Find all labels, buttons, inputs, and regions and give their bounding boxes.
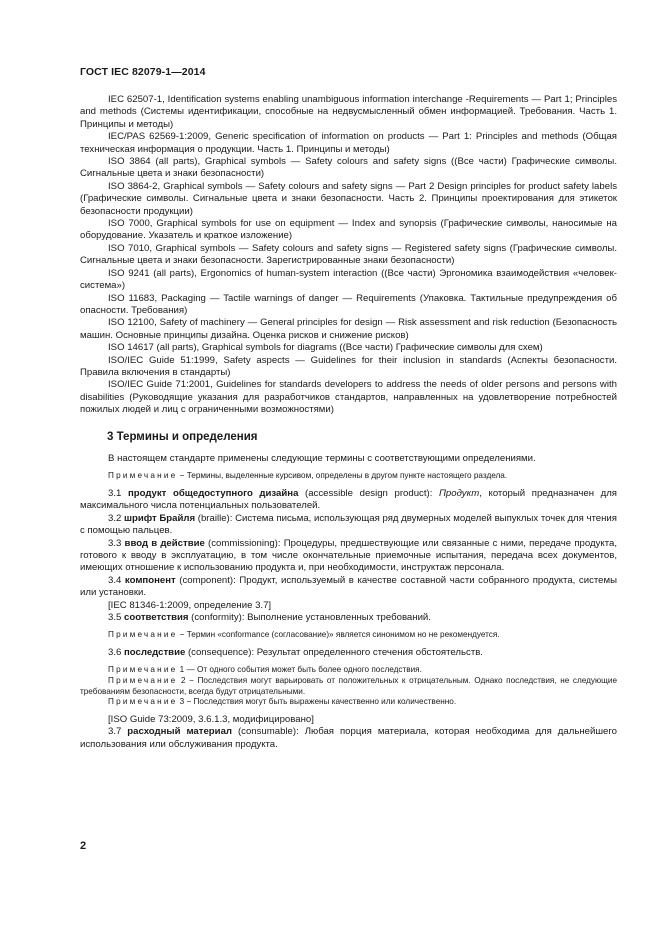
term-3-4 (80, 575, 617, 600)
term-3-3 (80, 538, 617, 575)
term-3-1 (80, 488, 617, 513)
reference-item: ISO/IEC Guide 51:1999, Safety aspects — Guidelines for their inclusion in standards (Аспекты безопасности. Правила включения в стандарты) (80, 354, 617, 378)
section-intro: В настоящем стандарте применены следующие термины с соответствующими определениями. (108, 452, 536, 464)
reference-item: ISO 7000, Graphical symbols for use on equipment — Index and synopsis (Графические символы, наносимые на оборудование. Указатель и краткое изложение) (80, 218, 617, 242)
note-text: 2 − Последствия могут варьировать от положительных к отрицательным. Однако последствия, не следующие требованиям безопасности, всегда будут отрицательными. (80, 676, 617, 696)
reference-item: ISO 7010, Graphical symbols — Safety colours and safety signs — Registered safety signs (Графические символы. Сигнальные цвета и знаки безопасности. Зарегистрированные знаки безопасности) (80, 242, 617, 267)
reference-item: ISO 3864-2, Graphical symbols — Safety colours and safety signs — Part 2 Design principles for product safety labels (Графические символы. Сигнальные цвета и знаки безопасности. Часть 2. Принципы проектирования для этикеток безопасности продукции) (80, 180, 617, 217)
note-label: Примечание (108, 676, 178, 686)
term-3-5 (80, 612, 617, 624)
page-number: 2 (80, 840, 87, 852)
reference-item: ISO 9241 (all parts), Ergonomics of human-system interaction ((Все части) Эргономика взаимодействия «человек-система») (80, 267, 617, 292)
term-text: , который предназначен для максимального числа потенциальных пользователей. (80, 487, 617, 512)
note-text: − Термины, выделенные курсивом, определены в другом пункте настоящего раздела. (177, 471, 508, 481)
term-note (80, 665, 617, 676)
reference-item: IEC 62507-1, Identification systems enabling unambiguous information interchange -Requirements — Part 1; Principles and methods (Системы идентификации, способные на недвусмысленный обмен информацией. Требования. Часть 1. Принципы и методы) (80, 94, 617, 130)
reference-item: ISO 12100, Safety of machinery — General principles for design — Risk assessment and risk reduction (Безопасность машин. Основные принципы дизайна. Оценка рисков и снижение рисков) (80, 317, 617, 341)
term-number: 3.1 (108, 487, 128, 499)
term-3-6 (80, 647, 617, 659)
term-name: расходный материал (127, 726, 232, 738)
term-note (80, 676, 617, 697)
term-text: (component): Продукт, используемый в качестве составной части собранного продукта, системы или установки. (80, 574, 617, 599)
term-name: последствие (124, 647, 186, 659)
reference-item: ISO 3864 (all parts), Graphical symbols — Safety colours and safety signs ((Все части) Графические символы. Сигнальные цвета и знаки безопасности) (80, 156, 617, 180)
term-number: 3.3 (108, 537, 125, 549)
note-text: 1 — От одного события может быть более одного последствия. (177, 665, 422, 675)
reference-item: ISO/IEC Guide 71:2001, Guidelines for standards developers to address the needs of older persons and persons with disabilities (Руководящие указания для разработчиков стандартов, направленных на удовлетворение потребностей пожилых людей и лиц с ограниченными возможностями) (80, 379, 617, 416)
term-text: (consequence): Результат определенного стечения обстоятельств. (185, 647, 483, 659)
term-number: 3.2 (108, 512, 125, 524)
term-3-7 (80, 726, 617, 751)
term-number: 3.6 (108, 647, 125, 659)
term-name: компонент (124, 574, 176, 586)
note-label: Примечание (108, 630, 178, 640)
note-label: Примечание (108, 697, 178, 707)
term-text: (commissioning): Процедуры, предшествующие или связанные с ними, передаче продукта, готового к вводу в эксплуатацию, в том числе окончательные приемочные испытания, передача всех документов, имеющих отношение к использованию продукта и, при необходимости, инструктаж персонала. (80, 537, 617, 574)
term-note (80, 697, 617, 708)
term-name: соответствия (124, 612, 189, 624)
term-text: (accessible design product): (298, 487, 439, 499)
term-italic-ref: Продукт (438, 487, 480, 499)
reference-item: ISO 11683, Packaging — Tactile warnings of danger — Requirements (Упаковка. Тактильные предупреждения об опасности. Требования) (80, 292, 617, 316)
term-note (80, 630, 617, 641)
term-name: шрифт Брайля (124, 512, 196, 524)
term-name: ввод в действие (124, 537, 205, 549)
reference-item: ISO 14617 (all parts), Graphical symbols for diagrams ((Все части) Графические символы для схем) (108, 342, 543, 354)
term-source: [ISO Guide 73:2009, 3.6.1.3, модифицировано] (108, 713, 314, 725)
normative-references (80, 94, 617, 417)
term-3-2 (80, 513, 617, 538)
term-text: (conformity): Выполнение установленных требований. (188, 612, 431, 624)
note-label: Примечание (108, 665, 178, 675)
term-number: 3.5 (108, 612, 125, 624)
term-name: продукт общедоступного дизайна (127, 487, 299, 499)
term-number: 3.4 (108, 574, 125, 586)
document-body (80, 94, 617, 751)
term-text: (consumable): Любая порция материала, которая необходима для дальнейшего использования или обслуживания продукта. (80, 726, 617, 750)
note-label: Примечание (108, 471, 178, 481)
section-title: 3 Термины и определения (107, 430, 258, 443)
reference-item: IEC/PAS 62569-1:2009, Generic specification of information on products — Part 1: Principles and methods (Общая техническая информация о продукции. Часть 1. Принципы и методы) (80, 131, 617, 155)
note-text: 3 − Последствия могут быть выражены качественно или количественно. (177, 697, 457, 707)
term-text: (braille): Система письма, использующая ряд двумерных моделей выпуклых точек для чтения с помощью пальцев. (80, 512, 617, 537)
section-note (80, 471, 617, 482)
note-text: − Термин «conformance (согласование)» является синонимом но не рекомендуется. (177, 630, 500, 640)
term-source: [IEC 81346-1:2009, определение 3.7] (108, 599, 272, 611)
document-header: ГОСТ IEC 82079-1—2014 (80, 66, 206, 78)
term-number: 3.7 (108, 726, 128, 738)
